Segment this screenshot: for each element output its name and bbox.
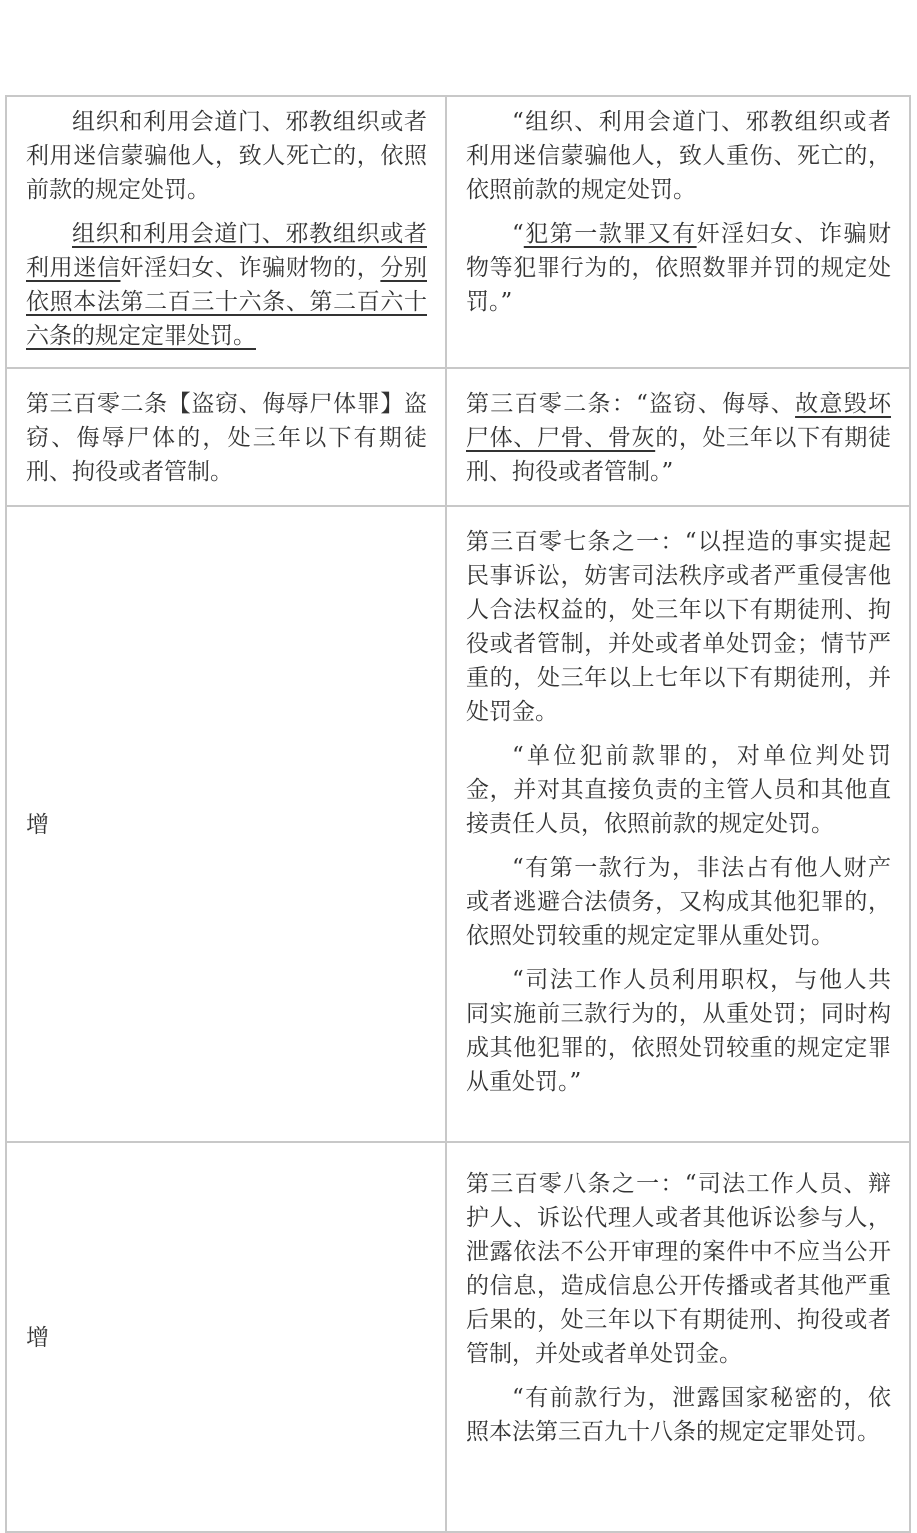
table-row [6, 96, 910, 368]
law-comparison-table [5, 95, 911, 1533]
new-text-cell [446, 368, 910, 506]
deleted-text: 分别依照本法第二百三十六条、第二百六十六条的规定定罪处罚。 [26, 255, 427, 349]
new-paragraph: “组织、利用会道门、邪教组织或者利用迷信蒙骗他人，致人重伤、死亡的，依照前款的规定处罚。 [466, 109, 891, 203]
new-paragraph: “有前款行为，泄露国家秘密的，依照本法第三百九十八条的规定定罪处罚。 [466, 1385, 891, 1445]
old-text-cell [6, 96, 446, 368]
new-paragraph: “犯第一款罪又有奸淫妇女、诈骗财物等犯罪行为的，依照数罪并罚的规定处罚。” [466, 221, 892, 315]
old-paragraph: 第三百零二条【盗窃、侮辱尸体罪】盗窃、侮辱尸体的，处三年以下有期徒刑、拘役或者管制。 [26, 391, 427, 485]
added-marker: 增 [26, 812, 49, 838]
new-text-cell [446, 506, 910, 1142]
added-marker: 增 [26, 1325, 49, 1351]
new-text-cell [446, 1142, 910, 1532]
new-paragraph: “单位犯前款罪的，对单位判处罚金，并对其直接负责的主管人员和其他直接责任人员，依照前款的规定处罚。 [466, 743, 891, 837]
amended-text: 故意毁坏尸体、尸骨、骨灰 [466, 391, 892, 451]
table-row [6, 1142, 910, 1532]
amended-text: 犯第一款罪又有 [523, 221, 697, 247]
new-paragraph: 第三百零二条：“盗窃、侮辱、故意毁坏尸体、尸骨、骨灰的，处三年以下有期徒刑、拘役或者管制。” [466, 391, 892, 485]
new-paragraph: “司法工作人员利用职权，与他人共同实施前三款行为的，从重处罚；同时构成其他犯罪的，依照处罚较重的规定定罪从重处罚。” [466, 967, 891, 1095]
old-text-cell [6, 506, 446, 1142]
old-text-cell [6, 1142, 446, 1532]
table-row [6, 368, 910, 506]
old-text-cell [6, 368, 446, 506]
old-paragraph: 组织和利用会道门、邪教组织或者利用迷信蒙骗他人，致人死亡的，依照前款的规定处罚。 [26, 109, 427, 203]
new-paragraph: “有第一款行为，非法占有他人财产或者逃避合法债务，又构成其他犯罪的，依照处罚较重的规定定罪从重处罚。 [466, 855, 891, 949]
table-row [6, 506, 910, 1142]
old-paragraph: 组织和利用会道门、邪教组织或者利用迷信奸淫妇女、诈骗财物的，分别依照本法第二百三十六条、第二百六十六条的规定定罪处罚。 [26, 221, 427, 349]
new-paragraph: 第三百零七条之一：“以捏造的事实提起民事诉讼，妨害司法秩序或者严重侵害他人合法权益的，处三年以下有期徒刑、拘役或者管制，并处或者单处罚金；情节严重的，处三年以上七年以下有期徒刑，并处罚金。 [466, 529, 891, 725]
new-text-cell [446, 96, 910, 368]
new-paragraph: 第三百零八条之一：“司法工作人员、辩护人、诉讼代理人或者其他诉讼参与人，泄露依法不公开审理的案件中不应当公开的信息，造成信息公开传播或者其他严重后果的，处三年以下有期徒刑、拘役或者管制，并处或者单处罚金。 [466, 1171, 891, 1367]
deleted-text: 组织和利用会道门、邪教组织或者利用迷信 [26, 221, 427, 281]
